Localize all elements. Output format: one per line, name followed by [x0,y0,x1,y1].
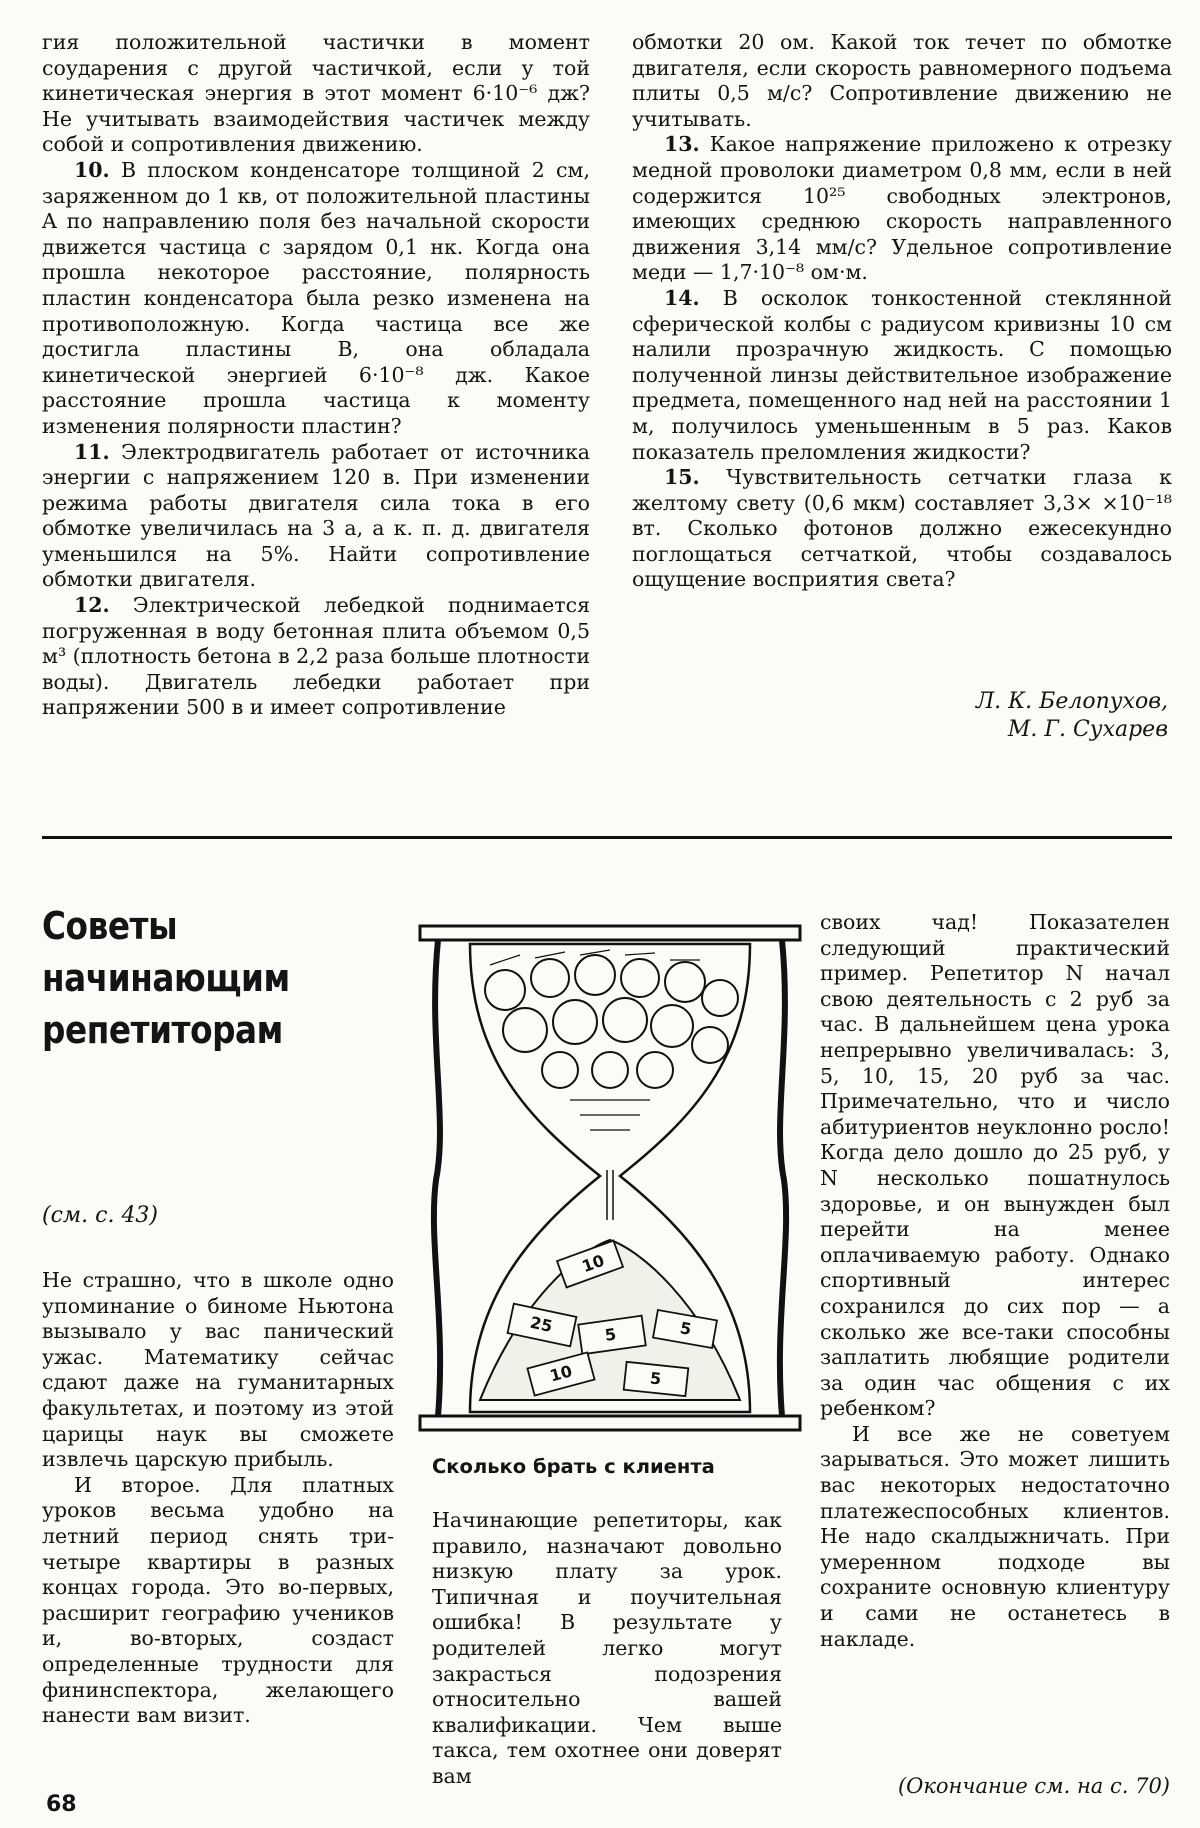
banknote-label: 5 [678,1318,693,1339]
banknote-label: 10 [579,1250,607,1277]
article-paragraph: Не страшно, что в школе одно упоминание о биноме Ньютона вызывало у вас панический ужас. Математику сейчас сдают даже на гуманитарных факультетах, и поэтому из этой царицы наук вы сможете извлечь царскую прибыль. [42,1268,394,1472]
problem-text: Электрической лебедкой поднимается погруженная в воду бетонная плита объемом 0,5 м³ (плотность бетона в 2,2 раза больше плотности воды). Двигатель лебедки работает при напряжении 500 в и имеет сопротивление [42,593,590,720]
banknote-label: 25 [528,1312,555,1336]
section-subheading: Сколько брать с клиента [432,1455,715,1478]
head [603,998,647,1042]
article-title [42,900,334,1056]
banknote-label: 5 [603,1324,618,1345]
problem-paragraph [632,132,1172,286]
page-number: 68 [46,1792,77,1817]
problem-number: 12. [74,593,110,618]
head [553,1000,597,1044]
problem-text: гия положительной частички в момент соударения с другой частичкой, если у той кинетическая энергия в этот момент 6·10⁻⁶ дж? Не учитывать взаимодействия частичек между собой и сопротивления движению. [42,30,590,157]
head [702,980,738,1016]
author-1: Л. К. Белопухов, [975,689,1168,714]
head [621,959,659,997]
head [651,1005,693,1047]
crowd-heads [485,955,738,1088]
hourglass-top-plate [420,926,800,940]
problem-number: 13. [664,132,700,157]
article-right-column [820,910,1170,1652]
sand-stream [607,1170,613,1220]
hourglass-left-post [434,940,440,1416]
hourglass-bottom-plate [420,1416,800,1430]
problem-number: 14. [664,285,700,310]
problem-text: Чувствительность сетчатки глаза к желтому свету (0,6 мкм) составляет 3,3× ×10⁻¹⁸ вт. Сколько фотонов должно ежесекундно поглощаться сетчаткой, чтобы создавалось ощущение восприятия света? [632,465,1172,592]
problems-right-column [632,30,1172,593]
article-paragraph: Начинающие репетиторы, как правило, назначают довольно низкую плату за урок. Типичная и поучительная ошибка! В результате у родителей легко могут закрасться подозрения относительно вашей квалификации. Чем выше такса, тем охотнее они доверят вам [432,1508,782,1788]
problem-paragraph [632,30,1172,132]
problem-paragraph [632,286,1172,465]
article-paragraph: И все же не советуем зарываться. Это может лишить вас некоторых недостаточно платежеспособных клиентов. Не надо скалдыжничать. При умеренном подходе вы сохраните основную клиентуру и сами не останетесь в накладе. [820,1421,1170,1651]
see-page-reference: (см. с. 43) [42,1203,159,1228]
article-title-line: Советы [42,904,178,948]
author-2: М. Г. Сухарев [1007,717,1168,742]
section-divider [42,836,1172,839]
continuation-reference: (Окончание см. на с. 70) [897,1774,1170,1798]
article-paragraph: И второе. Для платных уроков весьма удобно на летний период снять три-четыре квартиры в разных концах города. Это во-первых, расширит географию учеников и, во-вторых, создаст определенные трудности для фининспектора, желающего нанести вам визит. [42,1472,394,1728]
problem-paragraph [42,158,590,440]
problem-text: В плоском конденсаторе толщиной 2 см, заряженном до 1 кв, от положительной пластины A по направлению поля без начальной скорости движется частица с зарядом 0,1 нк. Когда она прошла некоторое расстояние, полярность пластин конденсатора была резко изменена на противоположную. Когда частица все же достигла пластины B, она обладала кинетической энергией 6·10⁻⁸ дж. Какое расстояние прошла частица к моменту изменения полярности пластин? [42,157,590,438]
problem-number: 10. [74,157,110,182]
head [531,959,569,997]
head [575,955,615,995]
problem-paragraph [42,30,590,158]
problem-text: Какое напряжение приложено к отрезку медной проволоки диаметром 0,8 мм, если в ней содержится 10²⁵ свободных электронов, имеющих среднюю скорость направленного движения 3,14 мм/с? Удельное сопротивление меди — 1,7·10⁻⁸ ом·м. [632,132,1172,285]
problem-paragraph [42,440,590,594]
authors-signature [976,688,1168,744]
head [542,1052,578,1088]
problem-number: 15. [664,465,700,490]
head [692,1027,728,1063]
head [592,1052,628,1088]
banknote-label: 5 [649,1368,663,1389]
head [637,1052,673,1088]
problems-left-column [42,30,590,721]
problem-text: В осколок тонкостенной стеклянной сферической колбы с радиусом кривизны 10 см налили прозрачную жидкость. С помощью полученной линзы действительное изображение предмета, помещенного над ней на расстоянии 1 м, получилось уменьшенным в 5 раз. Каков показатель преломления жидкости? [632,285,1172,464]
head [503,1008,547,1052]
article-paragraph: своих чад! Показателен следующий практический пример. Репетитор N начал свою деятельность с 2 руб за час. В дальнейшем цена урока непрерывно увеличивалась: 3, 5, 10, 15, 20 руб за час. Примечательно, что и число абитуриентов неуклонно росло! Когда дело дошло до 25 руб, у N несколько пошатнулось здоровье, и он вынужден был перейти на менее оплачиваемую работу. Однако спортивный интерес сохранился до сих пор — а сколько же все-таки способны заплатить любящие родители за один час общения с их ребенком? [820,910,1170,1421]
problem-paragraph [42,593,590,721]
banknote-label: 10 [547,1361,575,1386]
problem-number: 11. [74,439,110,464]
article-title-line: репетиторам [42,1008,283,1052]
hourglass-right-post [780,940,786,1416]
problem-text: обмотки 20 ом. Какой ток течет по обмотке двигателя, если скорость равномерного подъема плиты 0,5 м/с? Сопротивление движению не учитывать. [632,30,1172,131]
problem-text: Электродвигатель работает от источника энергии с напряжением 120 в. При изменении режима работы двигателя сила тока в его обмотке увеличилась на 3 а, а к. п. д. двигателя уменьшился на 5%. Найти сопротивление обмотки двигателя. [42,439,590,592]
problem-paragraph [632,465,1172,593]
hourglass-illustration [410,920,810,1440]
article-middle-column [432,1508,782,1790]
article-left-column [42,1268,394,1729]
head [485,970,525,1010]
head [665,962,705,1002]
article-title-line: начинающим [42,956,290,1000]
